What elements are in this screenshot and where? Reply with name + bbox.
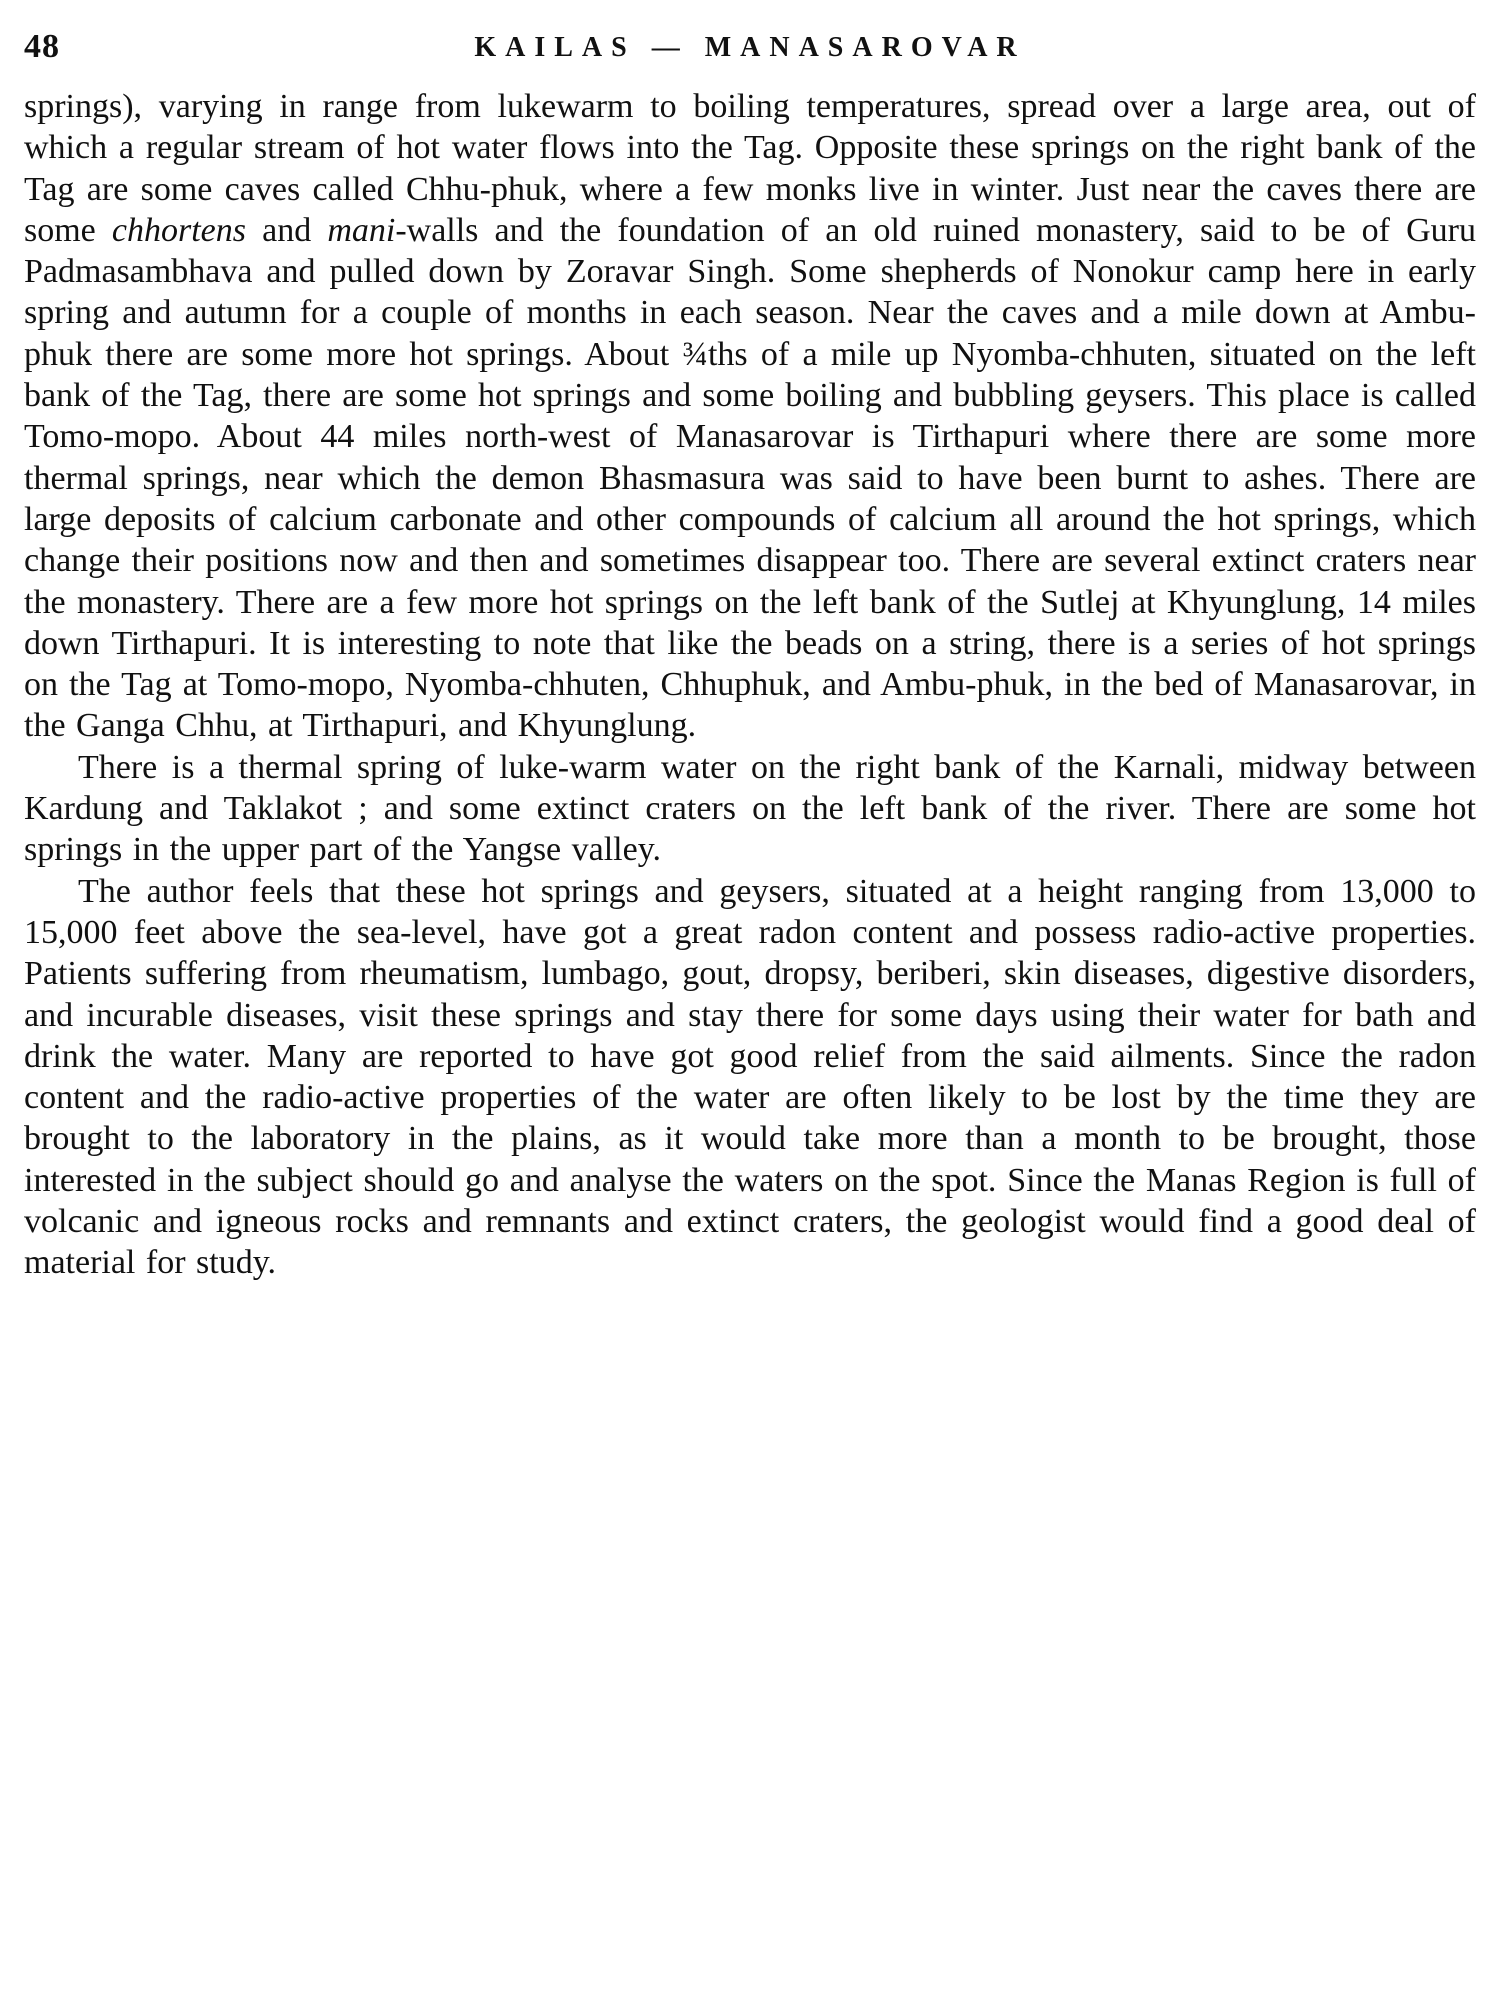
italic-term-chhortens: chhortens	[111, 211, 246, 249]
paragraph-text: and	[245, 211, 328, 249]
italic-term-mani: mani	[327, 211, 396, 249]
paragraph-text: -walls and the foundation of an old ruined monastery, said to be of Guru Padmasambhava and pulled down by Zoravar Singh. Some shepherds of Nonokur camp here in early spring and autumn for a couple of months in each season. Near the caves and a mile down at Ambu-phuk there are some more hot springs. About ¾ths of a mile up Nyomba-chhuten, situated on the left bank of the Tag, there are some hot springs and some boiling and bubbling geysers. This place is called Tomo-mopo. About 44 miles north-west of Manasarovar is Tirthapuri where there are some more thermal springs, near which the demon Bhasmasura was said to have been burnt to ashes. There are large deposits of calcium carbonate and other compounds of calcium all around the hot springs, which change their positions now and then and sometimes disappear too. There are several extinct craters near the monastery. There are a few more hot springs on the left bank of the Sutlej at Khyunglung, 14 miles down Tirthapuri. It is interesting to note that like the beads on a string, there is a series of hot springs on the Tag at Tomo-mopo, Nyomba-chhuten, Chhuphuk, and Ambu-phuk, in the bed of Manasarovar, in the Ganga Chhu, at Tirthapuri, and Khyunglung.	[24, 211, 1476, 745]
paragraph-text: There is a thermal spring of luke-warm water on the right bank of the Karnali, midway between Kardung and Taklakot ; and some extinct craters on the left bank of the river. There are some hot springs in the upper part of the Yangse valley.	[24, 748, 1476, 869]
paragraph-text: springs), varying in range from lukewarm to boiling temperatures, spread over a large area, out of which a regular stream of hot water flows into the Tag. Opposite these springs on the right bank of the Tag are some caves called Chhu-phuk, where a few monks live in winter. Just near the caves there are some	[24, 88, 1476, 249]
book-page	[24, 24, 1476, 1976]
running-title: KAILAS — MANASAROVAR	[474, 32, 1026, 63]
paragraph-text: The author feels that these hot springs and geysers, situated at a height ranging from 13,000 to 15,000 feet above the sea-level, have got a great radon content and possess radio-active properties. Patients suffering from rheumatism, lumbago, gout, dropsy, beriberi, skin diseases, digestive disorders, and incurable diseases, visit these springs and stay there for some days using their water for bath and drink the water. Many are reported to have got good relief from the said ailments. Since the radon content and the radio-active properties of the water are often likely to be lost by the time they are brought to the laboratory in the plains, as it would take more than a month to be brought, those interested in the subject should go and analyse the waters on the spot. Since the Manas Region is full of volcanic and igneous rocks and remnants and extinct craters, the geologist would find a good deal of material for study.	[24, 872, 1476, 1282]
page-number: 48	[24, 28, 60, 65]
running-head	[24, 24, 1476, 76]
body-text	[24, 86, 1476, 1284]
paragraph-hot-springs-tag	[24, 86, 1476, 747]
paragraph-author-note	[24, 871, 1476, 1284]
paragraph-karnali-spring	[24, 747, 1476, 871]
